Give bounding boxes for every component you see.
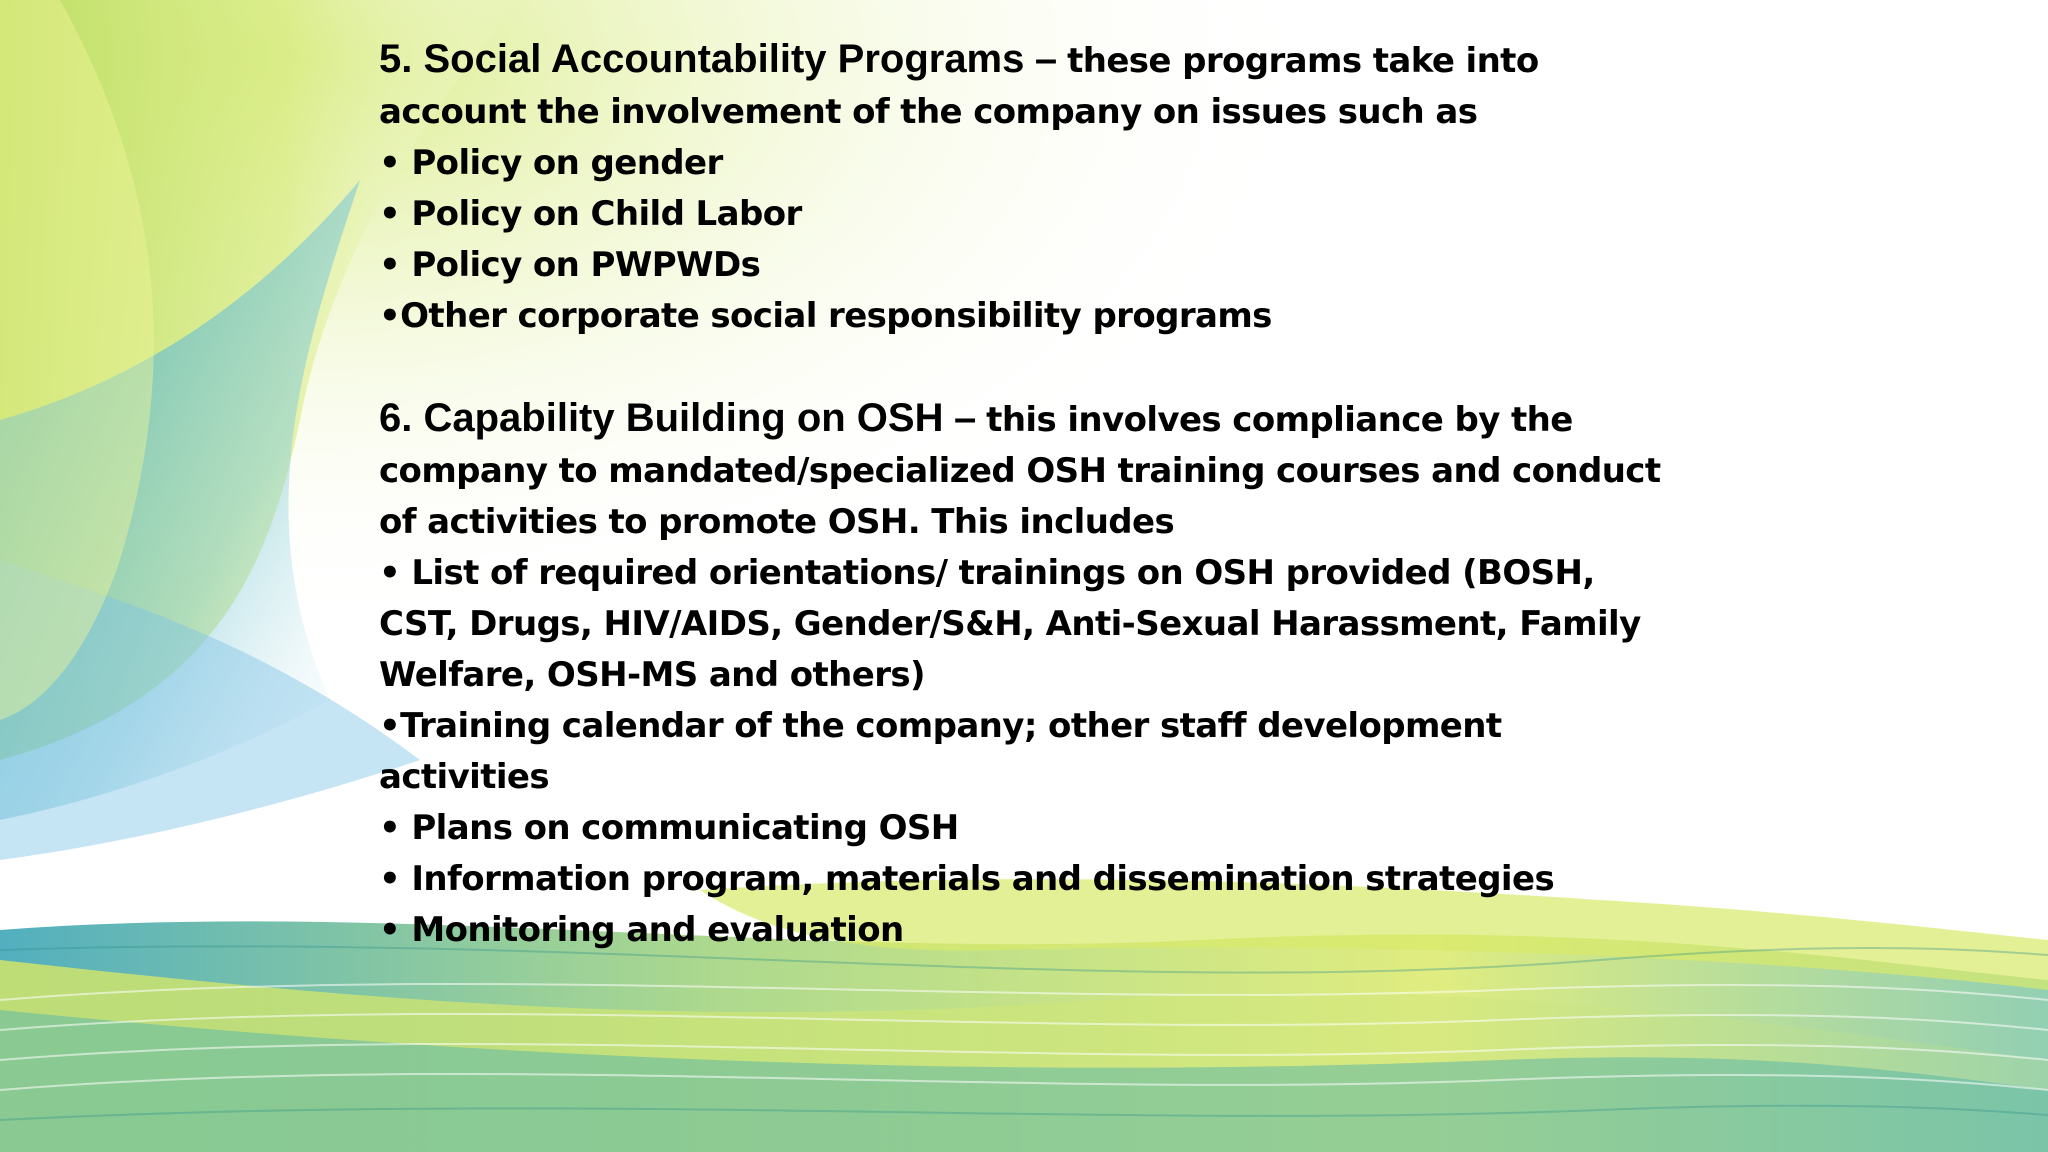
list-item: • Plans on communicating OSH <box>379 808 959 848</box>
section-5-intro-text: these programs take into account the involvement of the company on issues such as <box>379 41 1539 132</box>
section-5-dash: – <box>1024 37 1068 81</box>
list-item: • Policy on Child Labor <box>379 194 802 234</box>
list-item: • Policy on PWPWDs <box>379 245 761 285</box>
section-6-list <box>379 548 1669 956</box>
list-item: • List of required orientations/ trainings on OSH provided (BOSH, CST, Drugs, HIV/AIDS, Gender/S&H, Anti-Sexual Harassment, Family Welfare, OSH-MS and others) <box>379 553 1641 695</box>
section-5-heading: 5. Social Accountability Programs <box>379 37 1025 81</box>
slide-body <box>379 34 1669 956</box>
list-item: • Monitoring and evaluation <box>379 910 904 950</box>
list-item: •Other corporate social responsibility programs <box>379 296 1272 336</box>
section-6-dash: – <box>943 396 987 440</box>
section-5-intro <box>379 34 1669 138</box>
section-6-intro-text: this involves compliance by the company to mandated/specialized OSH training courses and conduct of activities to promote OSH. This includes <box>379 400 1661 542</box>
section-6-intro <box>379 393 1669 548</box>
section-5-list <box>379 138 1669 342</box>
list-item: • Information program, materials and dissemination strategies <box>379 859 1555 899</box>
list-item: •Training calendar of the company; other staff development activities <box>379 706 1502 797</box>
section-6-heading: 6. Capability Building on OSH <box>379 396 944 440</box>
section-spacer <box>379 342 1669 393</box>
list-item: • Policy on gender <box>379 143 723 183</box>
